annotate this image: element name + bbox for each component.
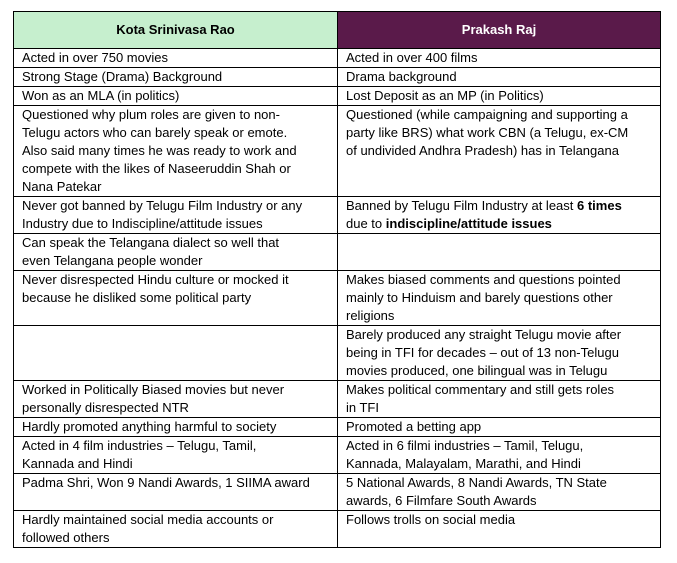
- cell-right: [338, 271, 661, 326]
- table-row: [14, 326, 661, 381]
- cell-left: [14, 106, 338, 197]
- header-kota-srinivasa-rao: Kota Srinivasa Rao: [14, 12, 338, 49]
- cell-left: [14, 197, 338, 234]
- cell-line: Never got banned by Telugu Film Industry or any: [22, 198, 303, 213]
- header-row: [14, 12, 661, 49]
- table-row: [14, 49, 661, 68]
- cell-line: being in TFI for decades – out of 13 non-Telugu: [346, 345, 619, 360]
- cell-right: [338, 381, 661, 418]
- cell-left: [14, 234, 338, 271]
- cell-line: because he disliked some political party: [22, 290, 252, 305]
- table-row: [14, 197, 661, 234]
- cell-line: Telugu actors who can barely speak or emote.: [22, 125, 288, 140]
- cell-line: Acted in 4 film industries – Telugu, Tamil,: [22, 438, 257, 453]
- cell-right: [338, 234, 661, 271]
- cell-right: [338, 197, 661, 234]
- cell-line: [346, 215, 656, 233]
- cell-line: religions: [346, 308, 395, 323]
- cell-right: [338, 437, 661, 474]
- emphasis-text: 6 times: [577, 198, 622, 213]
- cell-left: [14, 437, 338, 474]
- cell-text: Acted in over 750 movies: [22, 50, 168, 65]
- cell-text: due to: [346, 216, 386, 231]
- cell-left: [14, 49, 338, 68]
- cell-line: Nana Patekar: [22, 179, 102, 194]
- table-row: [14, 511, 661, 548]
- table-row: [14, 68, 661, 87]
- cell-text: Won as an MLA (in politics): [22, 88, 180, 103]
- cell-line: personally disrespected NTR: [22, 400, 189, 415]
- cell-line: awards, 6 Filmfare South Awards: [346, 493, 537, 508]
- cell-line: Industry due to Indiscipline/attitude issues: [22, 216, 263, 231]
- cell-line: movies produced, one bilingual was in Telugu: [346, 363, 608, 378]
- cell-right: [338, 511, 661, 548]
- header-prakash-raj: Prakash Raj: [338, 12, 661, 49]
- cell-line: Kannada, Malayalam, Marathi, and Hindi: [346, 456, 581, 471]
- cell-right: [338, 87, 661, 106]
- cell-text: Strong Stage (Drama) Background: [22, 69, 223, 84]
- cell-line: compete with the likes of Naseeruddin Shah or: [22, 161, 291, 176]
- cell-text: Follows trolls on social media: [346, 512, 516, 527]
- cell-text: Lost Deposit as an MP (in Politics): [346, 88, 544, 103]
- cell-left: [14, 68, 338, 87]
- cell-line: followed others: [22, 530, 110, 545]
- cell-line: Questioned why plum roles are given to non-: [22, 107, 280, 122]
- cell-line: Can speak the Telangana dialect so well that: [22, 235, 280, 250]
- cell-right: [338, 106, 661, 197]
- cell-text: Hardly promoted anything harmful to society: [22, 419, 277, 434]
- cell-right: [338, 68, 661, 87]
- cell-line: Also said many times he was ready to work and: [22, 143, 297, 158]
- cell-line: Makes biased comments and questions pointed: [346, 272, 621, 287]
- cell-right: [338, 49, 661, 68]
- cell-line: of undivided Andhra Pradesh) has in Telangana: [346, 143, 619, 158]
- cell-line: [346, 197, 656, 215]
- emphasis-text: indiscipline/attitude issues: [385, 216, 552, 231]
- cell-left: [14, 381, 338, 418]
- cell-left: [14, 271, 338, 326]
- cell-left: [14, 326, 338, 381]
- cell-right: [338, 474, 661, 511]
- cell-right: [338, 326, 661, 381]
- cell-text: Drama background: [346, 69, 457, 84]
- table-row: [14, 234, 661, 271]
- cell-line: in TFI: [346, 400, 379, 415]
- table-row: [14, 87, 661, 106]
- cell-line: Makes political commentary and still gets roles: [346, 382, 615, 397]
- cell-left: [14, 474, 338, 511]
- table-row: [14, 106, 661, 197]
- table-row: [14, 418, 661, 437]
- cell-text: Banned by Telugu Film Industry at least: [346, 198, 577, 213]
- cell-line: Worked in Politically Biased movies but never: [22, 382, 285, 397]
- cell-text: Acted in over 400 films: [346, 50, 478, 65]
- cell-line: mainly to Hinduism and barely questions other: [346, 290, 613, 305]
- cell-line: Hardly maintained social media accounts or: [22, 512, 274, 527]
- cell-left: [14, 87, 338, 106]
- cell-line: Acted in 6 filmi industries – Tamil, Telugu,: [346, 438, 584, 453]
- cell-left: [14, 511, 338, 548]
- table-row: [14, 381, 661, 418]
- table-row: [14, 474, 661, 511]
- cell-left: [14, 418, 338, 437]
- cell-line: even Telangana people wonder: [22, 253, 203, 268]
- table-row: [14, 437, 661, 474]
- cell-text: Promoted a betting app: [346, 419, 482, 434]
- cell-right: [338, 418, 661, 437]
- cell-line: Barely produced any straight Telugu movie after: [346, 327, 622, 342]
- cell-line: 5 National Awards, 8 Nandi Awards, TN State: [346, 475, 607, 490]
- cell-line: Questioned (while campaigning and supporting a: [346, 107, 628, 122]
- table-row: [14, 271, 661, 326]
- comparison-table: [13, 11, 661, 548]
- cell-line: party like BRS) what work CBN (a Telugu, ex-CM: [346, 125, 629, 140]
- cell-text: Padma Shri, Won 9 Nandi Awards, 1 SIIMA award: [22, 475, 310, 490]
- cell-line: Never disrespected Hindu culture or mocked it: [22, 272, 289, 287]
- cell-line: Kannada and Hindi: [22, 456, 133, 471]
